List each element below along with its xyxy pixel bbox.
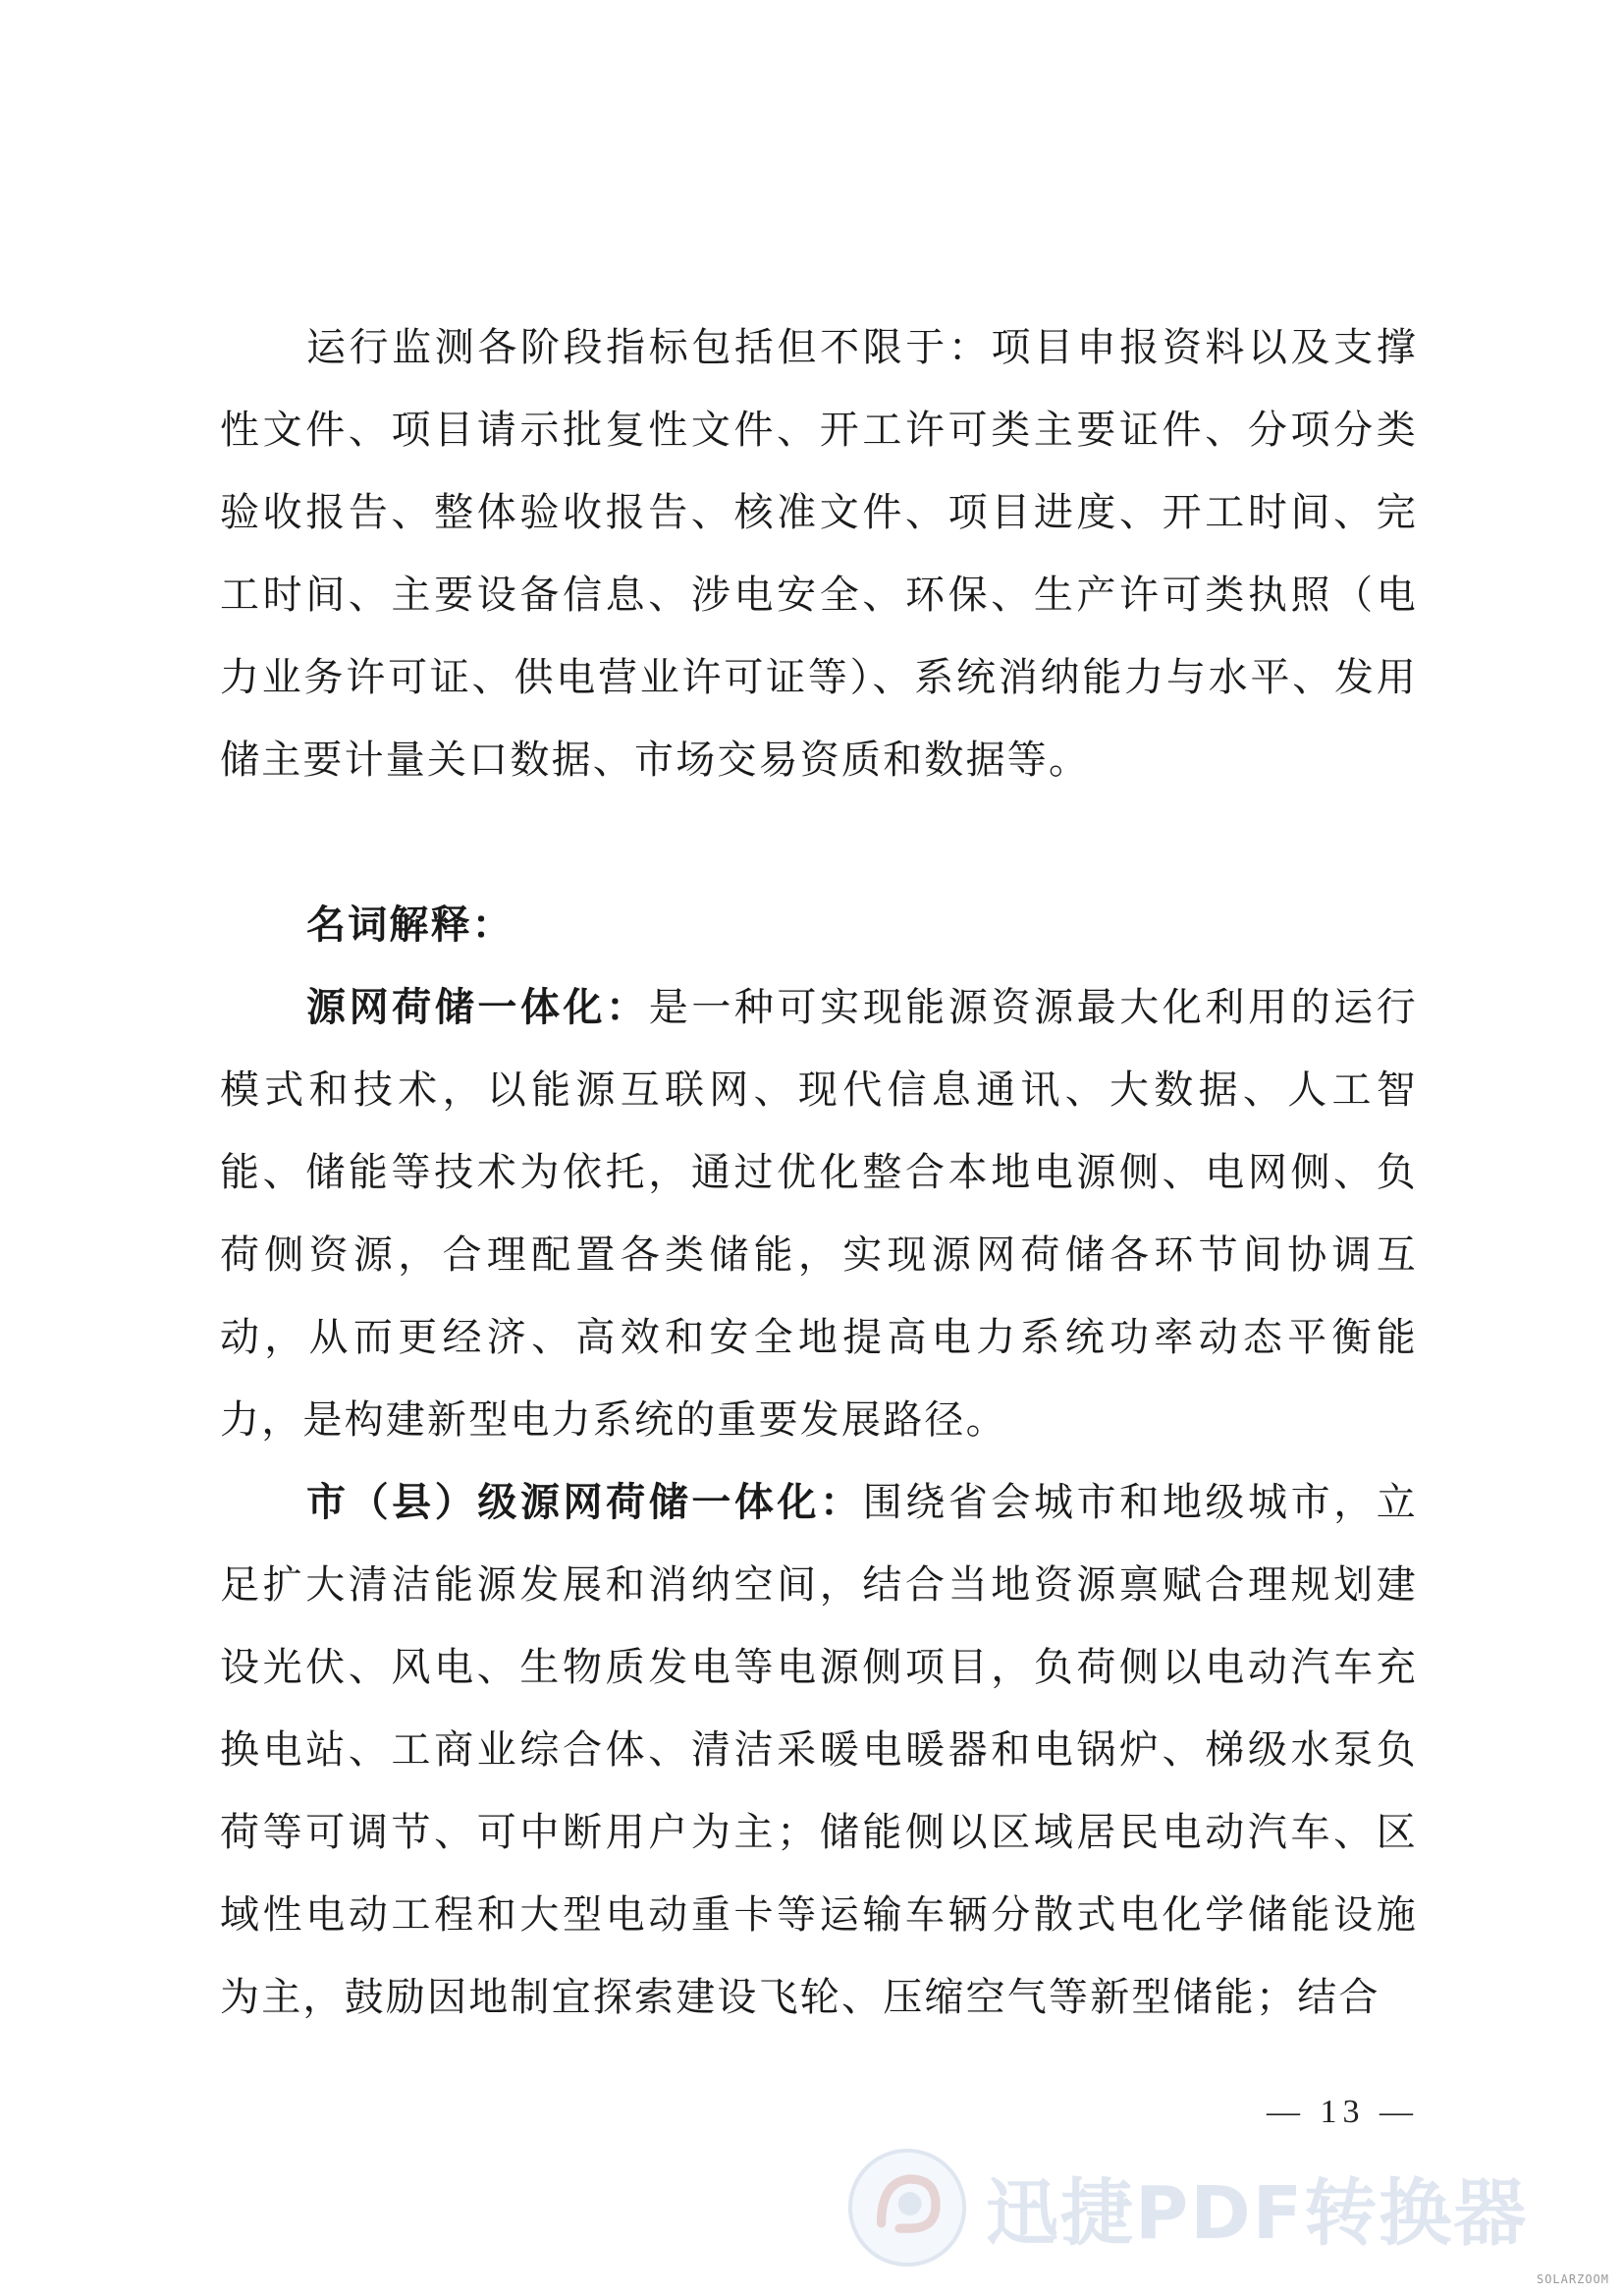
definition-term: 源网荷储一体化： (306, 985, 649, 1030)
page-number: — 13 — (1267, 2094, 1419, 2130)
glossary-heading: 名词解释： (306, 902, 514, 948)
definition-text: 围绕省会城市和地级城市，立足扩大清洁能源发展和消纳空间，结合当地资源禀赋合理规划建设光伏、风电、生物质发电等电源侧项目，负荷侧以电动汽车充换电站、工商业综合体、清洁采暖电暖器和电锅炉、梯级水泵负荷等可调节、可中断用户为主；储能侧以区域居民电动汽车、区域性电动工程和大型电动重卡等运输车辆分散式电化学储能设施为主，鼓励因地制宜探索建设飞轮、压缩空气等新型储能；结合 (220, 1480, 1418, 2020)
indicators-paragraph: 运行监测各阶段指标包括但不限于：项目申报资料以及支撑性文件、项目请示批复性文件、开工许可类主要证件、分项分类验收报告、整体验收报告、核准文件、项目进度、开工时间、完工时间、主要设备信息、涉电安全、环保、生产许可类执照（电力业务许可证、供电营业许可证等）、系统消纳能力与水平、发用储主要计量关口数据、市场交易资质和数据等。 (220, 325, 1418, 783)
pdf-converter-logo-icon (842, 2143, 972, 2272)
document-body (220, 306, 1418, 2039)
watermark (842, 2149, 1608, 2267)
watermark-text: 迅捷PDF转换器 (986, 2171, 1529, 2256)
definition-text: 是一种可实现能源资源最大化利用的运行模式和技术，以能源互联网、现代信息通讯、大数据、人工智能、储能等技术为依托，通过优化整合本地电源侧、电网侧、负荷侧资源，合理配置各类储能，实现源网荷储各环节间协调互动，从而更经济、高效和安全地提高电力系统功率动态平衡能力，是构建新型电力系统的重要发展路径。 (220, 985, 1418, 1443)
corner-watermark: SOLARZOOM (1536, 2272, 1609, 2286)
definition-paragraph (220, 966, 1418, 1461)
definition-paragraph (220, 1461, 1418, 2039)
definition-term: 市（县）级源网荷储一体化： (306, 1480, 863, 1525)
